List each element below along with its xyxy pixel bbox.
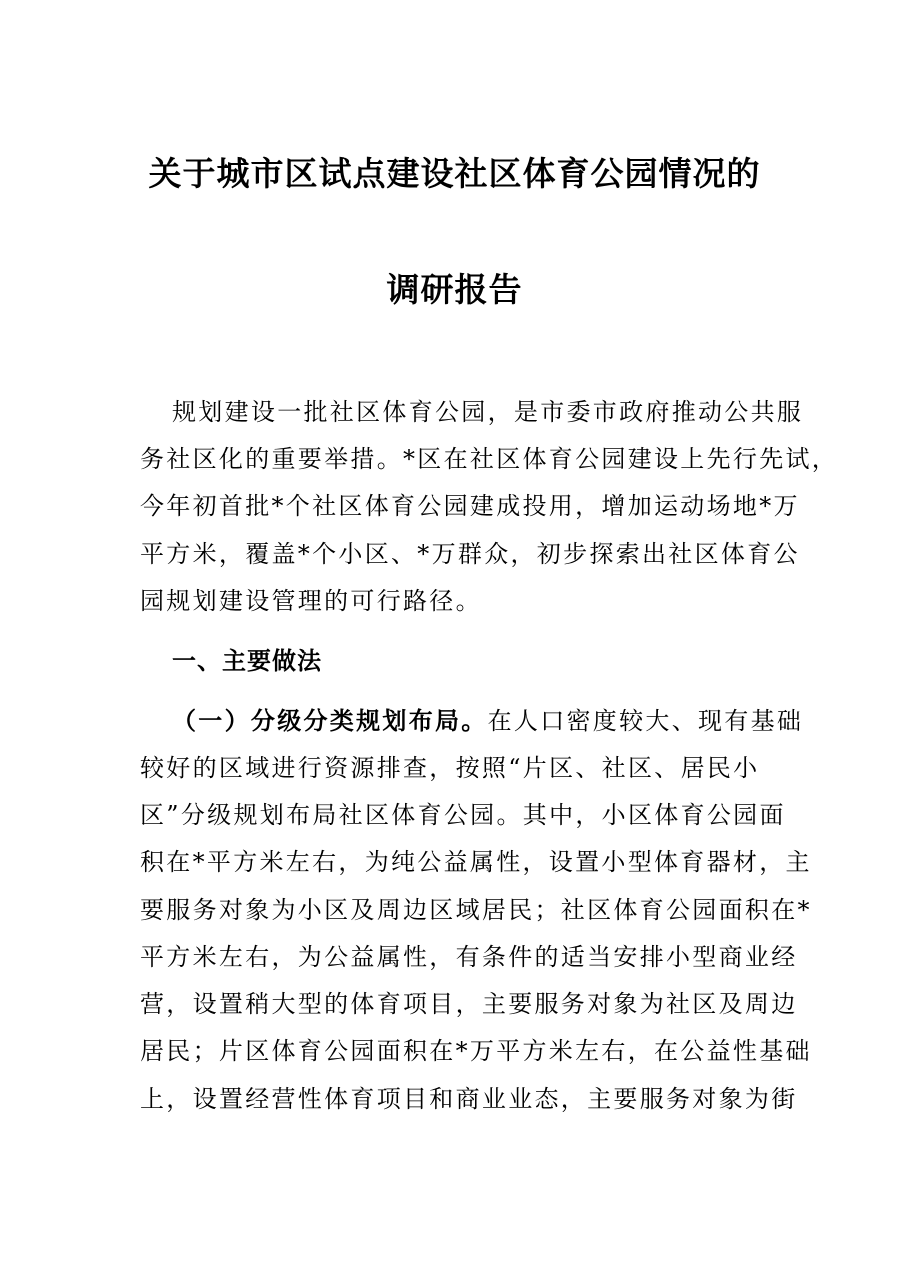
subsection-line-6: 平方米左右，为公益属性，有条件的适当安排小型商业经 [140, 943, 798, 971]
subsection-line-7: 营，设置稍大型的体育项目，主要服务对象为社区及周边 [140, 990, 798, 1018]
intro-line-3: 今年初首批*个社区体育公园建成投用，增加运动场地*万 [140, 492, 800, 520]
intro-line-2: 务社区化的重要举措。*区在社区体育公园建设上先行先试， [140, 445, 839, 473]
subsection-first-line [172, 705, 812, 737]
intro-line-5: 园规划建设管理的可行路径。 [140, 587, 482, 615]
section-heading: 一、主要做法 [172, 646, 322, 675]
subsection-line-5: 要服务对象为小区及周边区域居民；社区体育公园面积在* [140, 896, 812, 924]
subsection-first-line-text: 在人口密度较大、现有基础 [487, 707, 804, 735]
subsection-line-3: 区”分级规划布局社区体育公园。其中，小区体育公园面 [140, 801, 786, 829]
subsection-heading: （一）分级分类规划布局。 [172, 706, 488, 735]
document-title-line-1: 关于城市区试点建设社区体育公园情况的 [148, 154, 761, 193]
subsection-line-9: 上，设置经营性体育项目和商业业态，主要服务对象为街 [140, 1085, 798, 1113]
intro-line-1: 规划建设一批社区体育公园，是市委市政府推动公共服 [172, 398, 804, 426]
subsection-line-4: 积在*平方米左右，为纯公益属性，设置小型体育器材，主 [140, 848, 812, 876]
subsection-line-2: 较好的区域进行资源排查，按照“片区、社区、居民小 [140, 754, 760, 782]
subsection-line-8: 居民；片区体育公园面积在*万平方米左右，在公益性基础 [140, 1037, 812, 1065]
document-title-line-2: 调研报告 [386, 270, 523, 309]
intro-line-4: 平方米，覆盖*个小区、*万群众，初步探索出社区体育公 [140, 540, 800, 568]
